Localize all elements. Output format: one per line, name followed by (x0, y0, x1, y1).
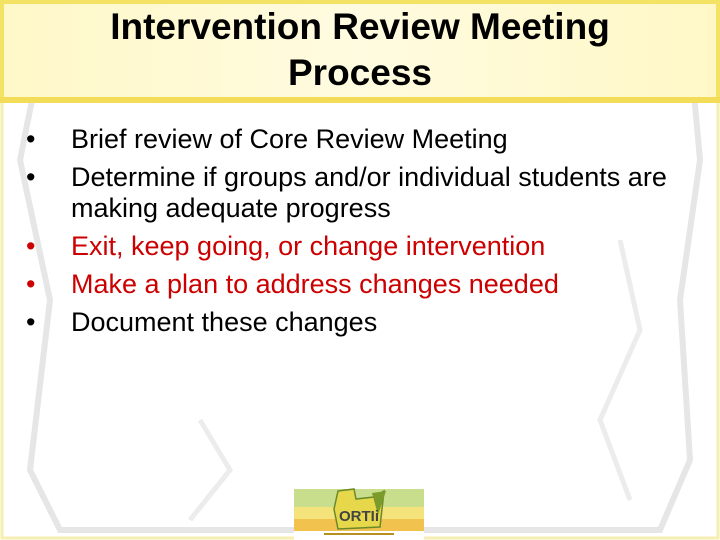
bullet-text: Make a plan to address changes needed (71, 269, 559, 299)
bullet-marker: • (26, 269, 36, 299)
slide-title: Intervention Review Meeting Process (110, 6, 610, 93)
bullet-marker: • (26, 307, 36, 337)
logo-text: ORTIi (339, 508, 379, 525)
bullet-text: Brief review of Core Review Meeting (71, 124, 508, 154)
bullet-item (20, 269, 680, 300)
bullet-text: Document these changes (71, 307, 378, 337)
bullet-marker: • (26, 231, 36, 261)
bullet-marker: • (26, 162, 36, 192)
bullet-list (20, 124, 680, 345)
bullet-item (20, 231, 680, 262)
bullet-item (20, 124, 680, 155)
bullet-text: Determine if groups and/or individual students are making adequate progress (71, 162, 667, 223)
title-divider (0, 97, 720, 103)
bullet-item (20, 307, 680, 338)
bullet-item (20, 162, 680, 224)
bullet-text: Exit, keep going, or change intervention (71, 231, 546, 261)
bullet-marker: • (26, 124, 36, 154)
ortii-logo (294, 487, 424, 540)
